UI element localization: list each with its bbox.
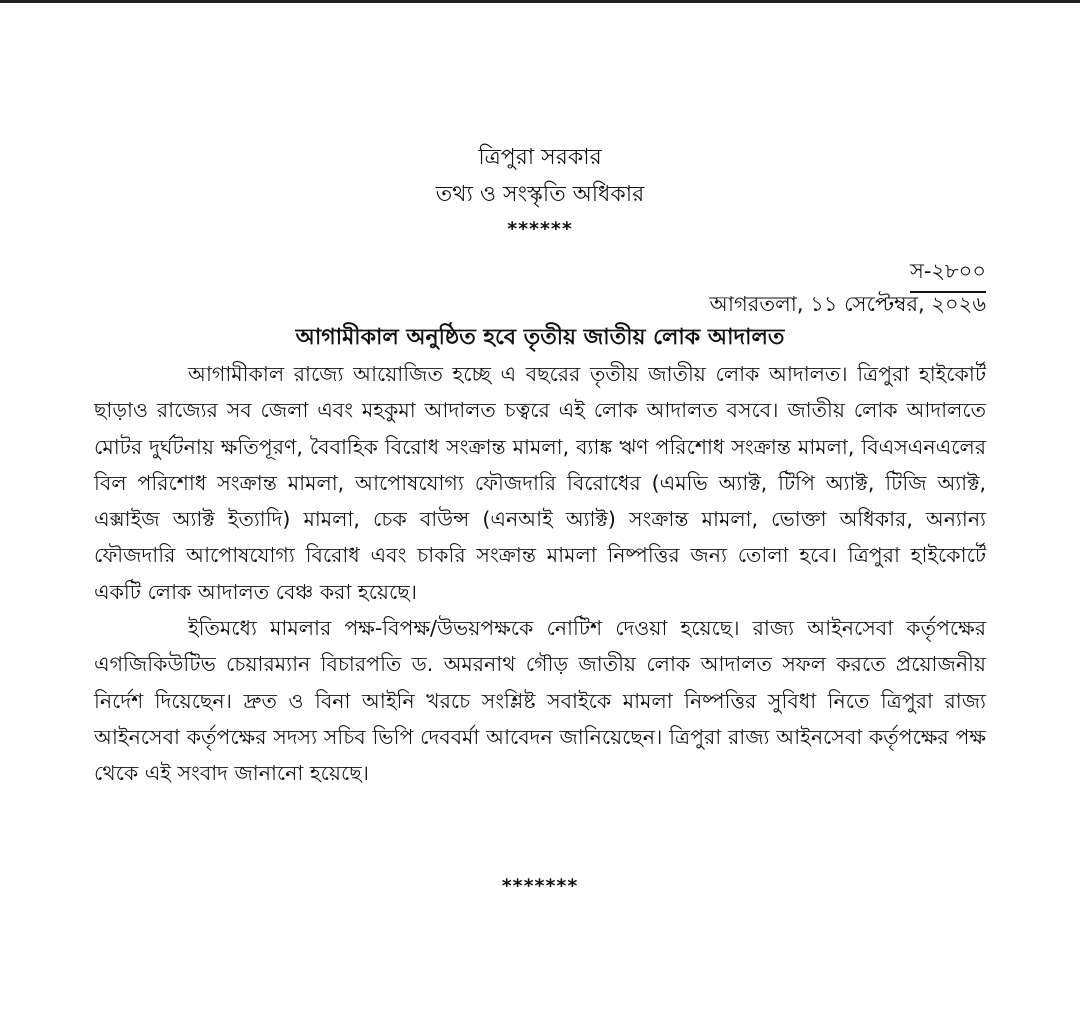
separator-bottom: ******* [501,875,579,897]
reference-number: স-২৮০০ [910,255,986,293]
paragraph-2: ইতিমধ্যে মামলার পক্ষ-বিপক্ষ/উভয়পক্ষকে নোটিশ দেওয়া হয়েছে। রাজ্য আইনসেবা কর্তৃপক্ষের এগজিকিউটিভ চেয়ারম্যান বিচারপতি ড. অমরনাথ গৌড় জাতীয় লোক আদালত সফল করতে প্রয়োজনীয় নির্দেশ দিয়েছেন। দ্রুত ও বিনা আইনি খরচে সংশ্লিষ্ট সবাইকে মামলা নিষ্পত্তির সুবিধা নিতে ত্রিপুরা রাজ্য আইনসেবা কর্তৃপক্ষের সদস্য সচিব ভিপি দেববর্মা আবেদন জানিয়েছেন। ত্রিপুরা রাজ্য আইনসেবা কর্তৃপক্ষের পক্ষ থেকে এই সংবাদ জানানো হয়েছে। [94,616,986,786]
paragraph-1: আগামীকাল রাজ্যে আয়োজিত হচ্ছে এ বছরের তৃতীয় জাতীয় লোক আদালত। ত্রিপুরা হাইকোর্ট ছাড়াও রাজ্যের সব জেলা এবং মহকুমা আদালত চত্বরে এই লোক আদালত বসবে। জাতীয় লোক আদালতে মোটর দুর্ঘটনায় ক্ষতিপূরণ, বৈবাহিক বিরোধ সংক্রান্ত মামলা, ব্যাঙ্ক ঋণ পরিশোধ সংক্রান্ত মামলা, বিএসএনএলের বিল পরিশোধ সংক্রান্ত মামলা, আপোষযোগ্য ফৌজদারি বিরোধের (এমভি অ্যাক্ট, টিপি অ্যাক্ট, টিজি অ্যাক্ট, এক্সাইজ অ্যাক্ট ইত্যাদি) মামলা, চেক বাউন্স (এনআই অ্যাক্ট) সংক্রান্ত মামলা, ভোক্তা অধিকার, অন্যান্য ফৌজদারি আপোষযোগ্য বিরোধ এবং চাকরি সংক্রান্ত মামলা নিষ্পত্তির জন্য তোলা হবে। ত্রিপুরা হাইকোর্টে একটি লোক আদালত বেঞ্চ করা হয়েছে। [94,362,986,604]
separator-top: ****** [507,218,573,240]
place-and-date: আগরতলা, ১১ সেপ্টেম্বর, ২০২৬ [709,292,986,316]
headline: আগামীকাল অনুষ্ঠিত হবে তৃতীয় জাতীয় লোক আদালত [295,325,785,350]
government-name: ত্রিপুরা সরকার [478,145,602,170]
department-name: তথ্য ও সংস্কৃতি অধিকার [435,182,645,207]
top-border-line [0,0,1080,3]
article-body [94,356,986,792]
